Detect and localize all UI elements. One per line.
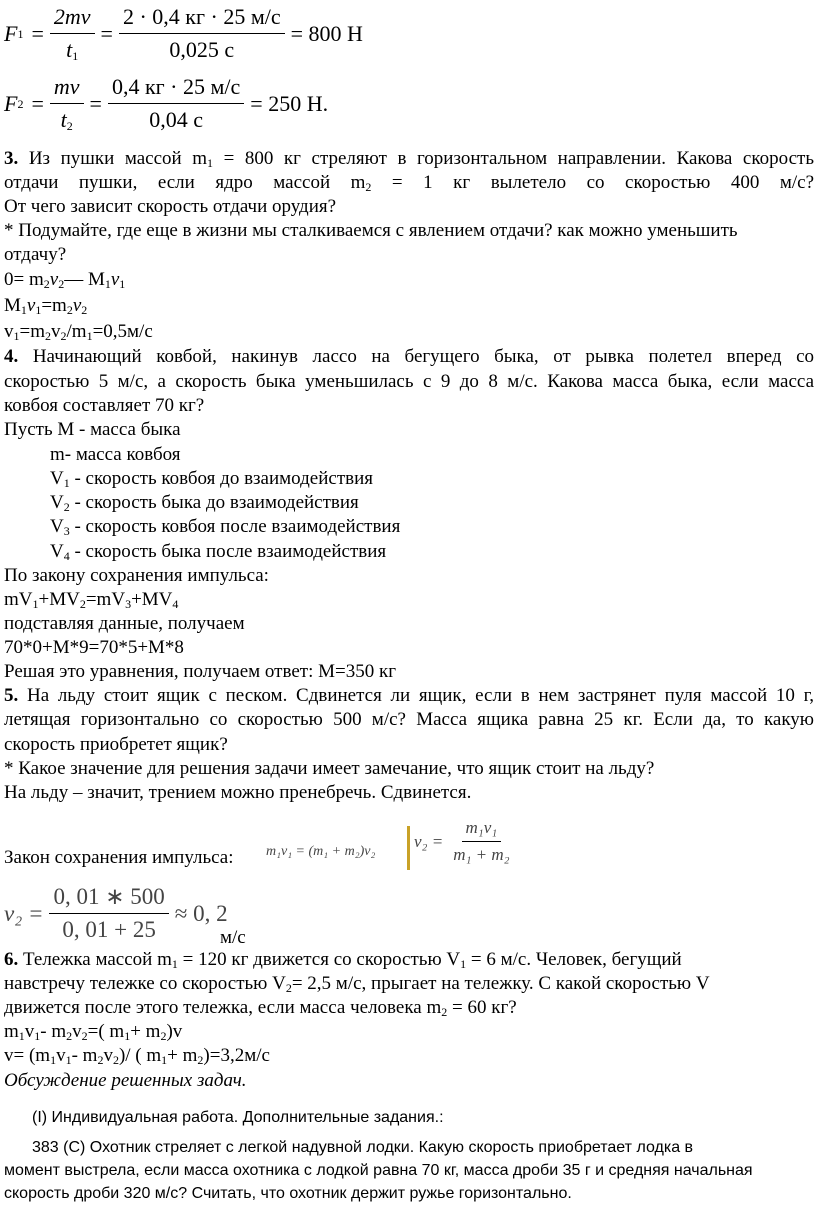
p3-line5: отдачу? (4, 244, 67, 265)
p6-line3: движется после этого тележка, если масса человека $m_2 = 60$ кг? (4, 997, 517, 1019)
p4-line7: $V_2$ - скорость быка до взаимодействия (50, 492, 359, 514)
p5-line4: * Какое значение для решения задачи имеет замечание, что ящик стоит на льду? (4, 758, 655, 779)
f1-result: = 800 Н (290, 20, 363, 46)
p4-line4: Пусть М - масса быка (4, 419, 181, 440)
p5-line1: 5. На льду стоит ящик с песком. Сдвинется ли ящик, если в нем застрянет пуля массой 10 г, (4, 685, 815, 706)
p5-unit: м/с (220, 927, 246, 948)
p6-line2: навстречу тележке со скоростью $V_2= 2,5$ м/с, прыгает на тележку. С какой скоростью V (4, 973, 710, 995)
p5-law-label: Закон сохранения импульса: (4, 847, 234, 868)
p4-line8: $V_3$ - скорость ковбоя после взаимодействия (50, 516, 401, 538)
p3-line2: отдачи пушки, если ядро массой $m_2 = 1$ кг вылетело со скоростью 400 м/с? (4, 172, 814, 194)
individual-title: (I) Индивидуальная работа. Дополнительные задания.: (32, 1109, 444, 1126)
p4-line14: Решая это уравнения, получаем ответ: М=350 кг (4, 661, 396, 682)
p4-line11: $mV_1+MV_2=mV_3+MV_4$ (4, 589, 179, 611)
p4-line13: 70*0+M*9=70*5+M*8 (4, 637, 184, 658)
p4-line5: m- масса ковбоя (50, 444, 181, 465)
f1-frac2: $\frac{2 \cdot 0,4 кг \cdot 25 м/с}{0,025 с}$ (119, 4, 285, 63)
p3-line1: 3. Из пушки массой $m_1 = 800$ кг стреляют в горизонтальном направлении. Какова скорость (4, 148, 814, 170)
individual-line3: скорость дроби 320 м/с? Считать, что охотник держит ружье горизонтально. (4, 1185, 572, 1202)
p6-line1: 6. Тележка массой $m_1 = 120$ кг движется со скоростью $V_1 = 6$ м/с. Человек, бегущий (4, 949, 682, 971)
individual-line1: 383 (С) Охотник стреляет с легкой надувной лодки. Какую скорость приобретает лодка в (32, 1139, 694, 1156)
p3-solution2: $M_1v_1=m_2v_2$ (4, 295, 88, 317)
cursor-bar (407, 826, 410, 870)
p6-solution1: $m_1v_1-$ $m_2v_2=$( $m_1+ m_2)v$ (4, 1021, 183, 1043)
individual-line2: момент выстрела, если масса охотника с лодкой равна 70 кг, масса дроби 35 г и средняя начальная (4, 1162, 753, 1179)
p4-line10: По закону сохранения импульса: (4, 565, 269, 586)
p4-line6: $V_1$ - скорость ковбоя до взаимодействия (50, 468, 374, 490)
f2-frac1: $\frac{mv}{t_2}$ (50, 74, 84, 133)
discussion-heading: Обсуждение решенных задач. (4, 1070, 247, 1091)
p3-line3: От чего зависит скорость отдачи орудия? (4, 196, 337, 217)
p4-line3: ковбоя составляет 70 кг? (4, 395, 205, 416)
formula-f1: F 1 = $\frac{2mv}{t_1}$ = $\frac{2 \cdot 0,4 кг \cdot 25 м/с}{0,025 с}$ = 800 Н (4, 4, 363, 63)
p4-line2: скоростью 5 м/с, а скорость быка уменьшилась с 9 до 8 м/с. Какова масса быка, если масса (4, 371, 814, 392)
p6-solution2: $v= (m_1v_1-$ $m_2v_2)/$ ( $m_1+ m_2)=3,2м/с$ (4, 1045, 270, 1067)
p3-solution3: $v_1=m_2v_2/m_1=0,5м/с$ (4, 321, 153, 343)
f1-lhs: F (4, 20, 18, 46)
f2-frac2: $\frac{0,4 кг \cdot 25 м/с}{0,04 с}$ (108, 74, 244, 133)
p5-line2: летящая горизонтально со скоростью 500 м/с? Масса ящика равна 25 кг. Если да, то какую (4, 709, 814, 730)
p5-eq-small: m₁v₁ = (m₁ + m₂)v₂ (266, 844, 376, 859)
p4-line9: $V_4$ - скорость быка после взаимодействия (50, 541, 387, 563)
p3-solution1: $0= m_2v_2—$ $M_1v_1$ (4, 269, 126, 291)
p5-line3: скорость приобретет ящик? (4, 734, 228, 755)
formula-f2: F 2 = $\frac{mv}{t_2}$ = $\frac{0,4 кг \cdot 25 м/с}{0,04 с}$ = 250 Н. (4, 74, 329, 133)
p4-line1: 4. Начинающий ковбой, накинув лассо на бегущего быка, от рывка полетел вперед со (4, 346, 814, 367)
f2-lhs: F (4, 90, 18, 116)
p5-eq-v2: v₂ = $\frac{\text{m₁v₁}}{\text{m₁ + m₂}}$ (414, 818, 510, 864)
f2-result: = 250 Н. (250, 90, 329, 116)
f1-frac1: $\frac{2mv}{t_1}$ (50, 4, 95, 63)
p4-line12: подставляя данные, получаем (4, 613, 245, 634)
p5-line5: На льду – значит, трением можно пренебречь. Сдвинется. (4, 782, 472, 803)
p5-eq-big: v₂ = $\frac{0, 01 ∗ 500}{0, 01 + 25}$ ≈ 0, 2 (4, 884, 228, 942)
p3-line4: * Подумайте, где еще в жизни мы сталкиваемся с явлением отдачи? как можно уменьшить (4, 220, 738, 241)
